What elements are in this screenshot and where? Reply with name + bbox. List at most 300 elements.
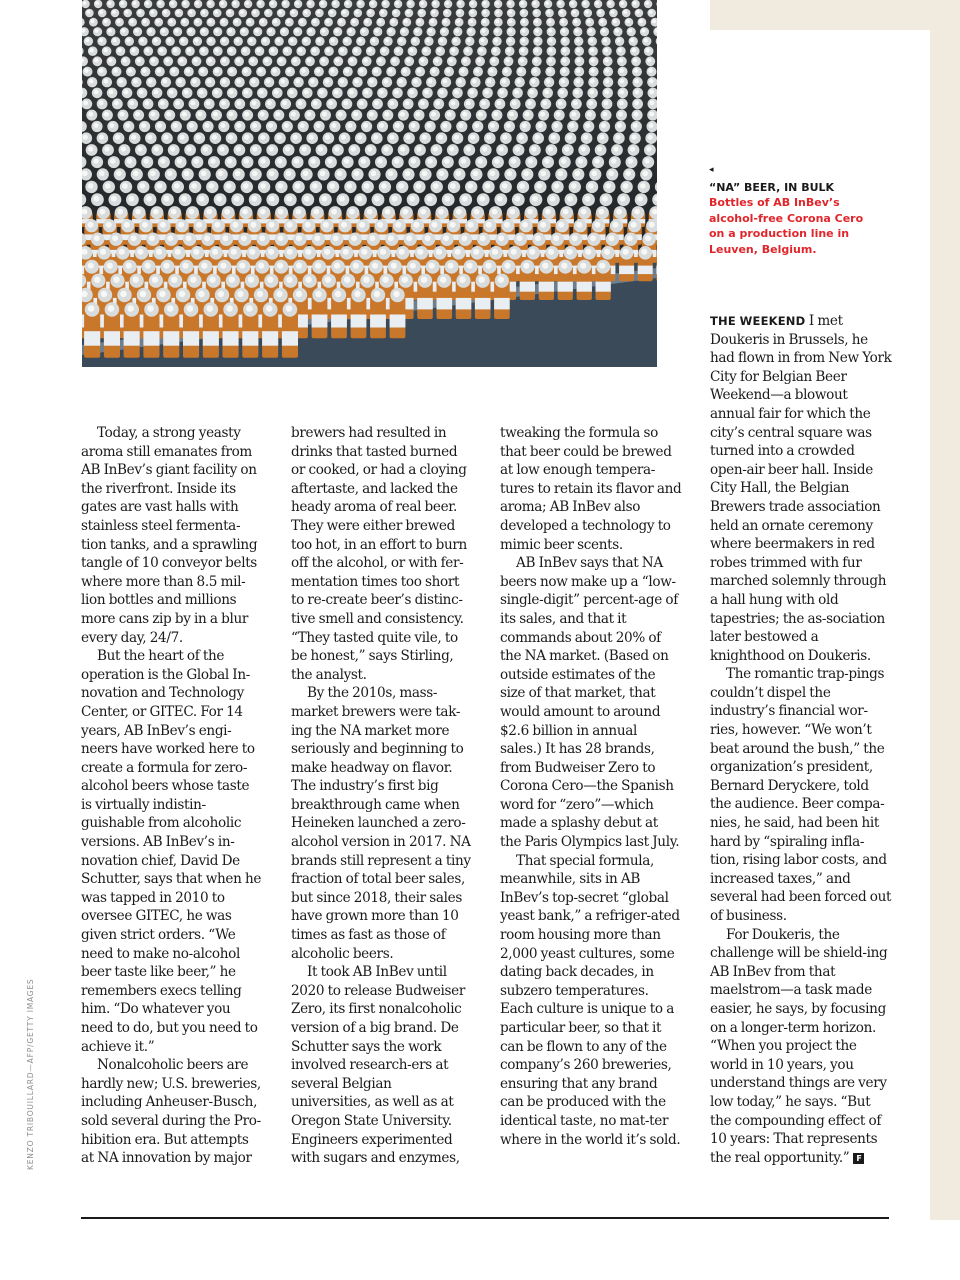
bottle-cap-highlight [228,29,232,33]
bottle-cap-highlight [358,38,362,42]
bottle-cap-highlight [243,183,249,189]
bottle-cap-highlight [415,29,419,33]
bottle-label [596,282,611,292]
bottle-cap-highlight [427,123,432,128]
bottle-cap-highlight [438,135,443,140]
bottle-cap-highlight [498,277,504,283]
bottle-cap-highlight [388,171,394,177]
bottle-cap-highlight [354,79,359,84]
bottle-cap-highlight [492,249,498,255]
bottle-cap-highlight [512,101,517,106]
bottle-cap-highlight [304,10,308,14]
bottle-cap-highlight [608,171,614,177]
bottle-cap-highlight [107,263,113,269]
bottle-cap-highlight [189,10,193,14]
bottle-cap-highlight [341,222,347,228]
bottle-cap-highlight [206,101,211,106]
bottle-cap-highlight [326,48,330,52]
bottle-cap-highlight [480,235,486,241]
bottle-cap-highlight [490,123,495,128]
bottle-cap-highlight [542,263,548,269]
bottle-cap-highlight [497,101,502,106]
bottle-cap-highlight [373,135,378,140]
bottle-cap-highlight [594,158,599,163]
bottle-cap-highlight [167,171,173,177]
bottle-cap-highlight [259,235,265,241]
bottle-label [619,266,634,275]
bottle-cap-highlight [208,38,212,42]
bottle-cap-highlight [133,171,139,177]
bottle-cap-highlight [235,38,239,42]
bottle-cap-highlight [380,249,386,255]
bottle-cap-highlight [196,135,201,140]
bottle-cap-highlight [126,263,132,269]
bottle-cap-highlight [312,19,316,23]
bottle-cap-highlight [369,112,374,117]
bottle-cap-highlight [444,10,448,14]
bottle-cap-highlight [389,101,394,106]
bottle-cap-highlight [189,123,194,128]
bottle-cap-highlight [151,112,156,117]
bottle-cap-highlight [90,48,94,52]
bottle-cap-highlight [142,222,148,228]
bottle-cap-highlight [265,10,269,14]
bottle-cap-highlight [112,10,116,14]
bottle-cap-highlight [454,135,459,140]
bottle-cap-highlight [380,10,384,14]
bottle-cap-highlight [183,1,187,5]
bottle-cap-highlight [131,48,135,52]
bottle-label [437,298,453,310]
bottle-label [203,331,219,346]
bottle-cap-highlight [133,79,138,84]
bottle-cap-highlight [620,1,624,5]
bottle-cap-highlight [451,48,455,52]
bottle-cap-highlight [379,123,384,128]
bottle-cap-highlight [578,158,583,163]
bottle-cap-highlight [193,58,197,62]
bottle-cap-highlight [605,68,610,73]
bottle-cap-highlight [104,146,109,151]
bottle-cap-highlight [113,277,119,283]
bottle-cap-highlight [365,19,369,23]
bottle-cap-highlight [118,79,123,84]
bottle-cap-highlight [585,249,591,255]
bottle-cap-highlight [434,58,438,62]
bottle-cap-highlight [576,48,580,52]
bottle-cap-highlight [548,29,552,33]
bottle-cap-highlight [507,171,513,177]
bottle-cap-highlight [286,19,290,23]
bottle-cap-highlight [457,10,461,14]
bottle-cap-highlight [545,1,549,5]
bottle-cap-highlight [548,58,552,62]
bottle-cap-highlight [186,235,192,241]
bottle-cap-highlight [229,277,235,283]
bottle-cap-highlight [242,48,246,52]
bottle-cap-highlight [171,209,177,215]
bottle-cap-highlight [359,101,364,106]
bottle-cap-highlight [497,196,503,202]
bottle-cap-highlight [342,10,346,14]
bottle-cap-highlight [173,48,177,52]
bottle-cap-highlight [129,101,134,106]
bottle-cap-highlight [298,48,302,52]
bottle-cap-highlight [378,19,382,23]
bottle-cap-highlight [224,209,230,215]
bottle-cap-highlight [176,10,180,14]
bottle-cap-highlight [406,10,410,14]
bottle-cap-highlight [161,29,165,33]
bottle-cap-highlight [278,10,282,14]
bottle-cap-highlight [187,305,194,312]
bottle-cap-highlight [160,222,166,228]
bottle-cap-highlight [594,222,600,228]
bottle-cap-highlight [171,277,177,283]
bottle-cap-highlight [634,209,640,215]
paragraph: But the heart of the operation is the Global In-novation and Technology Center, or GITEC. For 14 years, AB InBev’s engi-neers have worked here to create a formula for zero-alcohol beers whose taste is virtually indistin-guishable from alcoholic versions. AB InBev’s in-novation chief, David De Schutter, says that when he was tapped in 2010 to oversee GITEC, he was given strict orders. “We need to make no-alcohol beer taste like beer,” he remembers execs telling him. “Do whatever you need to do, but you need to achieve it.” [81,648,262,1055]
bottle-cap-highlight [249,38,253,42]
bottle-cap-highlight [164,196,170,202]
bottle-cap-highlight [137,249,143,255]
bottle-cap-highlight [140,291,146,297]
bottle-cap-highlight [553,235,559,241]
bottle-cap-highlight [259,90,264,95]
bottle-cap-highlight [634,112,639,117]
bottle-cap-highlight [408,1,412,5]
bottle-cap-highlight [157,123,162,128]
bottle-cap-highlight [218,171,224,177]
bottle-cap-highlight [195,19,199,23]
bottle-cap-highlight [494,38,498,42]
bottle-cap-highlight [175,249,181,255]
bottle-cap-highlight [83,1,87,5]
bottle-cap-highlight [486,135,491,140]
bottle-cap-highlight [504,263,510,269]
bottle-cap-highlight [411,158,416,163]
bottle-cap-highlight [294,158,299,163]
bottle-cap-highlight [286,171,292,177]
bottle-cap-highlight [104,79,109,84]
bottle-cap-highlight [281,79,286,84]
bottle-cap-highlight [382,277,388,283]
bottle-cap-highlight [479,48,483,52]
bottle-cap-highlight [599,135,604,140]
bottle-cap-highlight [318,146,323,151]
bottle-cap-highlight [411,123,416,128]
bottle-cap-highlight [608,235,614,241]
bottle-cap-highlight [133,1,137,5]
bottle-cap-highlight [417,19,421,23]
bottle-cap-highlight [252,146,257,151]
bottle-cap-highlight [231,249,237,255]
bottle-cap-highlight [583,135,588,140]
bottle-cap-highlight [491,58,495,62]
bottle-cap-highlight [409,196,415,202]
bottle-cap-highlight [590,235,596,241]
bottle-cap-highlight [349,90,354,95]
bottle-cap-highlight [135,112,140,117]
bottle-cap-highlight [428,79,433,84]
bottle-cap-highlight [199,90,204,95]
bottle-cap-highlight [251,79,256,84]
bottle-cap-highlight [632,48,636,52]
bottle-cap-highlight [620,79,625,84]
bottle-cap-highlight [272,68,277,73]
bottle-cap-highlight [291,10,295,14]
bottle-cap-highlight [601,29,605,33]
bottle-cap-highlight [300,123,305,128]
bottle-cap-highlight [145,263,151,269]
bottle-cap-highlight [618,112,623,117]
bottle-cap-highlight [89,79,94,84]
bottle-cap-highlight [389,135,394,140]
bottle-label [84,331,100,346]
bottle-cap-highlight [458,1,462,5]
bottle-cap-highlight [645,235,651,241]
bottle-cap-highlight [330,68,335,73]
bottle-cap-highlight [449,58,453,62]
bottle-cap-highlight [354,291,360,297]
bottle-cap-highlight [465,48,469,52]
bottle-cap-highlight [483,1,487,5]
bottle-cap-highlight [437,48,441,52]
bottle-cap-highlight [145,101,150,106]
bottle-cap-highlight [468,29,472,33]
bottle-cap-highlight [146,196,152,202]
bottle-cap-highlight [482,146,487,151]
bottles-illustration [82,0,657,367]
bottle-label [282,331,298,346]
bottle-cap-highlight [100,249,106,255]
bottle-cap-highlight [216,196,222,202]
bottle-cap-highlight [344,277,350,283]
bottle-cap-highlight [244,90,249,95]
bottle-cap-highlight [620,196,626,202]
bottle-cap-highlight [220,123,225,128]
bottle-cap-highlight [94,123,99,128]
bottle-cap-highlight [486,222,492,228]
bottle-cap-highlight [83,135,88,140]
bottle-cap-highlight [559,10,563,14]
bottle-cap-highlight [575,29,579,33]
bottle-cap-highlight [214,222,220,228]
bottle-cap-highlight [316,123,321,128]
bottle-cap-highlight [477,58,481,62]
bottle-cap-highlight [94,90,99,95]
bottle-cap-highlight [391,263,397,269]
bottle-cap-highlight [615,135,620,140]
photo-caption [709,165,879,257]
bottle-cap-highlight [335,291,341,297]
bottle-cap-highlight [367,146,372,151]
bottle-cap-highlight [642,171,648,177]
bottle-cap-highlight [234,196,240,202]
bottle-cap-highlight [355,10,359,14]
bottle-cap-highlight [392,196,398,202]
bottle-cap-highlight [515,146,520,151]
bottle-cap-highlight [179,58,183,62]
bottle-cap-highlight [170,1,174,5]
bottle-label [262,331,278,346]
bottle-cap-highlight [281,29,285,33]
bottle-cap-highlight [142,68,147,73]
bottle-cap-highlight [236,58,240,62]
bottle-cap-highlight [193,249,199,255]
bottle-cap-highlight [352,19,356,23]
bottle-cap-highlight [249,249,255,255]
bottle-cap-highlight [278,58,282,62]
bottle-cap-highlight [189,209,195,215]
bottle-cap-highlight [393,291,399,297]
bottle-cap-highlight [331,123,336,128]
bottle-cap-highlight [634,79,639,84]
bottle-cap-highlight [333,1,337,5]
bottle-cap-highlight [393,10,397,14]
bottle-cap-highlight [633,58,637,62]
bottle-cap-highlight [364,58,368,62]
bottle-cap-highlight [234,19,238,23]
bottle-cap-highlight [296,263,302,269]
bottle-cap-highlight [258,263,264,269]
paragraph: The romantic trap-pings couldn’t dispel the industry’s financial wor-ries, however. “We won’t beat around the bush,” the organization’s president, Bernard Deryckere, told the audience. Beer compa-nies, he said, had been hit hard by “spiraling infla-tion, rising labor costs, and increased taxes,” and several had been forced out of business. [710,666,892,924]
bottle-cap-highlight [558,101,563,106]
bottle-cap-highlight [313,101,318,106]
bottle-cap-highlight [322,112,327,117]
bottle-cap-highlight [94,196,100,202]
bottle-cap-highlight [472,79,477,84]
bottle-cap-highlight [521,29,525,33]
bottle-cap-highlight [467,263,473,269]
bottle-cap-highlight [260,19,264,23]
bottle-cap-highlight [331,209,337,215]
bottle-cap-highlight [250,58,254,62]
bottle-cap-highlight [128,68,133,73]
bottle-cap-highlight [529,249,535,255]
bottle-cap-highlight [138,10,142,14]
bottle-cap-highlight [433,183,439,189]
bottle-cap-highlight [422,135,427,140]
bottle-cap-highlight [253,10,257,14]
bottle-label [456,298,472,310]
bottle-cap-highlight [405,101,410,106]
paragraph [710,926,892,1168]
bottle-cap-highlight [590,68,595,73]
bottle-cap-highlight [257,291,263,297]
bottle-cap-highlight [331,38,335,42]
bottle-cap-highlight [309,135,314,140]
bottle-cap-highlight [613,146,618,151]
bottle-cap-highlight [269,222,275,228]
bottle-cap-highlight [354,171,360,177]
bottle-cap-highlight [517,235,523,241]
bottle-cap-highlight [133,277,139,283]
bottle-cap-highlight [359,68,364,73]
bottle-cap-highlight [208,1,212,5]
bottle-cap-highlight [329,10,333,14]
bottle-cap-highlight [262,38,266,42]
bottle-cap-highlight [192,79,197,84]
bottle-cap-highlight [639,19,643,23]
bottle-cap-highlight [455,29,459,33]
bottle-cap-highlight [453,38,457,42]
bottle-cap-highlight [233,1,237,5]
bottle-neck [82,193,86,206]
bottle-cap-highlight [462,196,468,202]
bottle-cap-highlight [535,235,541,241]
bottle-cap-highlight [580,263,586,269]
bottle-cap-highlight [186,68,191,73]
bottle-cap-highlight [154,90,159,95]
article-column-1 [81,424,263,1168]
bottle-cap-highlight [236,123,241,128]
bottle-cap-highlight [287,249,293,255]
bottle-cap-highlight [395,123,400,128]
bottle-cap-highlight [251,222,257,228]
bottle-cap-highlight [95,29,99,33]
bottle-cap-highlight [154,146,159,151]
bottle-cap-highlight [88,222,94,228]
bottle-cap-highlight [167,235,173,241]
bottle-cap-highlight [363,277,369,283]
bottle-cap-highlight [392,58,396,62]
bottle-cap-highlight [467,38,471,42]
bottle-cap-highlight [499,146,504,151]
bottle-cap-highlight [359,222,365,228]
bottle-cap-highlight [283,1,287,5]
bottle-label [331,315,347,328]
bottle-cap-highlight [99,68,104,73]
bottle-cap-highlight [534,19,538,23]
bottle-cap-highlight [90,19,94,23]
bottle-cap-highlight [611,10,615,14]
bottle-cap-highlight [277,263,283,269]
bottle-cap-highlight [194,158,199,163]
bottle-cap-highlight [344,101,349,106]
bottle-neck [82,156,86,168]
bottle-cap-highlight [299,19,303,23]
bottle-cap-highlight [550,196,556,202]
bottle-cap-highlight [108,29,112,33]
bottle-cap-highlight [588,183,594,189]
bottle-cap-highlight [627,235,633,241]
bottle-cap-highlight [567,249,573,255]
bottle-cap-highlight [335,29,339,33]
bottle-neck [82,121,87,132]
bottle-cap-highlight [645,158,650,163]
bottle-cap-highlight [419,10,423,14]
bottle-cap-highlight [125,123,130,128]
bottle-cap-highlight [363,123,368,128]
bottle-cap-highlight [113,68,118,73]
bottle-cap-highlight [613,19,617,23]
bottle-cap-highlight [649,79,654,84]
bottle-cap-highlight [295,1,299,5]
bottle-cap-highlight [303,171,309,177]
bottle-cap-highlight [406,235,412,241]
bottle-cap-highlight [531,146,536,151]
bottle-cap-highlight [319,90,324,95]
bottle-cap-highlight [548,48,552,52]
bottle-cap-highlight [527,209,533,215]
paragraph: Today, a strong yeasty aroma still emanates from AB InBev’s giant facility on the riverfront. Inside its gates are vast halls with stainless steel fermenta-tion tanks, and a sprawling tangle of 10 conveyor belts where more than 8.5 mil-lion bottles and millions more cans zip by in a blur every day, 24/7. [81,425,258,646]
bottle-cap-highlight [191,183,197,189]
bottle-cap-highlight [574,19,578,23]
bottle-cap-highlight [222,79,227,84]
bottle-cap-highlight [296,291,302,297]
bottle-cap-highlight [463,58,467,62]
bottle-cap-highlight [529,90,534,95]
